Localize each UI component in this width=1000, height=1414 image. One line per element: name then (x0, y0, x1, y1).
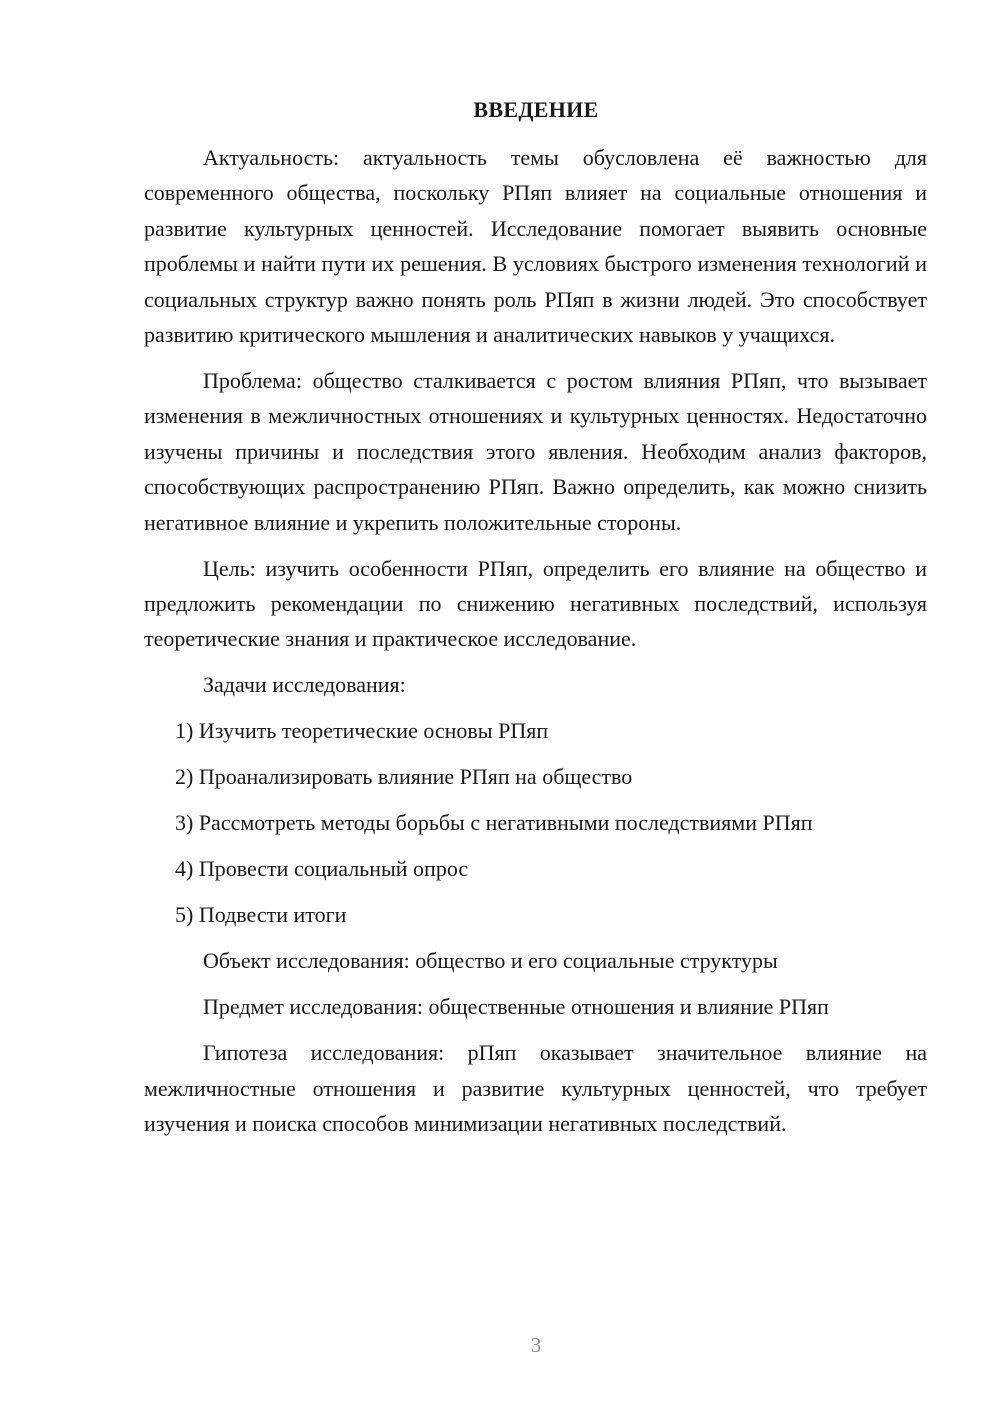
document-body (144, 140, 927, 1142)
goal-paragraph: Цель: изучить особенности РПяп, определить его влияние на общество и предложить рекомендации по снижению негативных последствий, используя теоретические знания и практическое исследование. (144, 555, 927, 652)
task-item: 2) Проанализировать влияние РПяп на общество (175, 764, 633, 790)
relevance-paragraph: Актуальность: актуальность темы обусловлена её важностью для современного общества, поскольку РПяп влияет на социальные отношения и развитие культурных ценностей. Исследование помогает выявить основные проблемы и найти пути их решения. В условиях быстрого изменения технологий и социальных структур важно понять роль РПяп в жизни людей. Это способствует развитию критического мышления и аналитических навыков у учащихся. (144, 145, 927, 348)
problem-paragraph: Проблема: общество сталкивается с ростом влияния РПяп, что вызывает изменения в межличностных отношениях и культурных ценностях. Недостаточно изучены причины и последствия этого явления. Необходим анализ факторов, способствующих распространению РПяп. Важно определить, как можно снизить негативное влияние и укрепить положительные стороны. (144, 368, 927, 535)
object-paragraph: Объект исследования: общество и его социальные структуры (203, 948, 778, 974)
page-number: 3 (530, 1333, 542, 1357)
task-item: 4) Провести социальный опрос (175, 856, 469, 882)
section-heading: ВВЕДЕНИЕ (473, 97, 599, 122)
task-item: 5) Подвести итоги (175, 902, 347, 928)
task-item: 3) Рассмотреть методы борьбы с негативными последствиями РПяп (175, 810, 813, 836)
hypothesis-paragraph: Гипотеза исследования: рПяп оказывает значительное влияние на межличностные отношения и развитие культурных ценностей, что требует изучения и поиска способов минимизации негативных последствий. (144, 1040, 927, 1137)
task-item: 1) Изучить теоретические основы РПяп (175, 718, 549, 744)
tasks-title: Задачи исследования: (203, 672, 406, 698)
subject-paragraph: Предмет исследования: общественные отношения и влияние РПяп (203, 994, 829, 1020)
